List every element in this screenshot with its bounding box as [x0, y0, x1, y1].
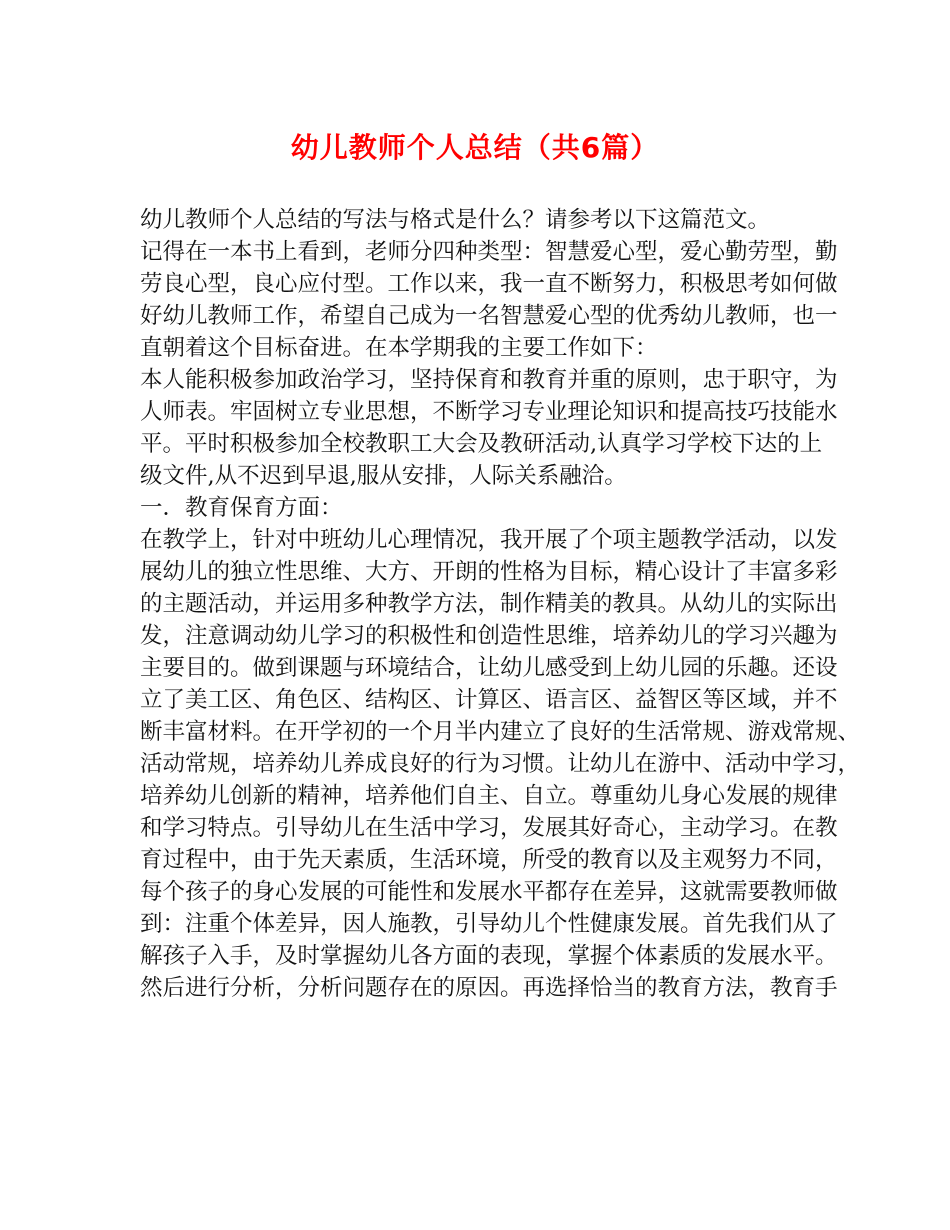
body-line: 展幼儿的独立性思维、大方、开朗的性格为目标，精心设计了丰富多彩: [140, 559, 838, 585]
body-line: 培养幼儿创新的精神，培养他们自主、自立。尊重幼儿身心发展的规律: [140, 783, 838, 809]
body-line: 活动常规，培养幼儿养成良好的行为习惯。让幼儿在游中、活动中学习，: [140, 751, 861, 777]
body-line: 的主题活动，并运用多种教学方法，制作精美的教具。从幼儿的实际出: [140, 591, 838, 617]
body-line: 和学习特点。引导幼儿在生活中学习，发展其好奇心，主动学习。在教: [140, 815, 838, 841]
body-line: 直朝着这个目标奋进。在本学期我的主要工作如下：: [140, 335, 658, 361]
body-line: 每个孩子的身心发展的可能性和发展水平都存在差异，这就需要教师做: [140, 879, 838, 905]
body-line: 本人能积极参加政治学习，坚持保育和教育并重的原则，忠于职守，为: [140, 367, 838, 393]
body-line: 幼儿教师个人总结的写法与格式是什么？请参考以下这篇范文。: [140, 207, 771, 233]
document-body: [140, 204, 861, 1004]
body-line: 记得在一本书上看到，老师分四种类型：智慧爱心型，爱心勤劳型，勤: [140, 239, 838, 265]
body-line: 育过程中，由于先天素质，生活环境，所受的教育以及主观努力不同，: [140, 847, 838, 873]
body-line: 到：注重个体差异，因人施教，引导幼儿个性健康发展。首先我们从了: [140, 911, 838, 937]
body-line: 解孩子入手，及时掌握幼儿各方面的表现，掌握个体素质的发展水平。: [140, 943, 838, 969]
body-line: 好幼儿教师工作，希望自己成为一名智慧爱心型的优秀幼儿教师，也一: [140, 303, 838, 329]
body-line: 发，注意调动幼儿学习的积极性和创造性思维，培养幼儿的学习兴趣为: [140, 623, 838, 649]
body-line: 一．教育保育方面：: [140, 495, 343, 521]
body-line: 主要目的。做到课题与环境结合，让幼儿感受到上幼儿园的乐趣。还设: [140, 655, 838, 681]
body-line: 在教学上，针对中班幼儿心理情况，我开展了个项主题教学活动，以发: [140, 527, 838, 553]
body-line: 然后进行分析，分析问题存在的原因。再选择恰当的教育方法，教育手: [140, 975, 838, 1001]
body-line: 断丰富材料。在开学初的一个月半内建立了良好的生活常规、游戏常规、: [140, 719, 861, 745]
document-title: 幼儿教师个人总结（共6篇）: [290, 131, 660, 164]
body-line: 立了美工区、角色区、结构区、计算区、语言区、益智区等区域，并不: [140, 687, 838, 713]
body-line: 人师表。牢固树立专业思想，不断学习专业理论知识和提高技巧技能水: [140, 399, 838, 425]
body-line: 平。平时积极参加全校教职工大会及教研活动,认真学习学校下达的上: [140, 431, 823, 457]
body-line: 劳良心型，良心应付型。工作以来，我一直不断努力，积极思考如何做: [140, 271, 838, 297]
body-line: 级文件,从不迟到早退,服从安排，人际关系融洽。: [140, 463, 627, 489]
